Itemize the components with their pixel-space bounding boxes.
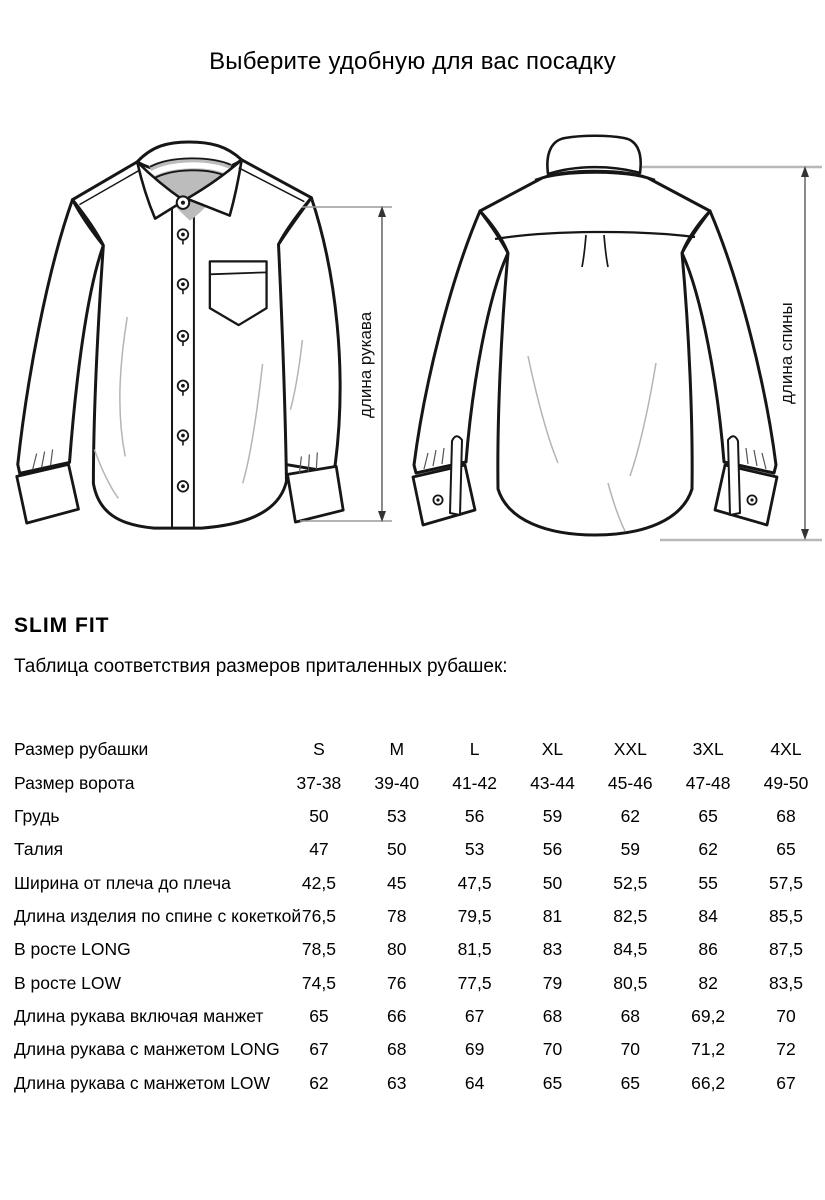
value-cell: 69 — [464, 1039, 485, 1060]
value-cell: 68 — [542, 1006, 563, 1027]
page-title: Выберите удобную для вас посадку — [209, 48, 616, 75]
value-cell: 82 — [698, 972, 718, 993]
value-cell: 65 — [309, 1006, 329, 1027]
back-collar — [547, 136, 640, 174]
back-left-sleeve — [414, 211, 508, 473]
value-cell: 59 — [542, 805, 563, 826]
value-cell: 79 — [542, 972, 563, 993]
value-cell: 68 — [387, 1039, 407, 1060]
value-cell: 74,5 — [301, 972, 336, 993]
value-cell: 82,5 — [613, 905, 648, 926]
size-cell: 4XL — [770, 739, 802, 760]
sleeve-length-label: длина рукава — [356, 311, 375, 419]
value-cell: 70 — [542, 1039, 563, 1060]
value-cell: 69,2 — [691, 1006, 726, 1027]
back-left-cuff — [413, 465, 475, 525]
table-caption: Таблица соответствия размеров приталенных рубашек: — [14, 656, 508, 677]
row-label: Длина изделия по спине с кокеткой — [14, 905, 302, 926]
value-cell: 65 — [620, 1072, 641, 1093]
value-cell: 86 — [698, 939, 718, 960]
value-cell: 76 — [387, 972, 407, 993]
table-row — [0, 967, 825, 1000]
value-cell: 55 — [698, 872, 718, 893]
table-row — [0, 933, 825, 966]
table-row — [0, 800, 825, 833]
back-length-label: длина спины — [777, 302, 796, 404]
table-row — [0, 900, 825, 933]
value-cell: 62 — [309, 1072, 329, 1093]
fit-heading: SLIM FIT — [14, 614, 110, 637]
table-row — [0, 766, 825, 799]
front-shirt-illustration — [6, 133, 346, 551]
value-cell: 62 — [620, 805, 641, 826]
value-cell: 67 — [464, 1006, 485, 1027]
row-label: В росте LONG — [14, 939, 131, 960]
value-cell: 85,5 — [768, 905, 804, 926]
size-cell: S — [313, 739, 325, 760]
front-left-cuff — [17, 464, 79, 523]
table-row — [0, 833, 825, 866]
value-cell: 50 — [387, 839, 407, 860]
value-cell: 87,5 — [768, 939, 804, 960]
value-cell: 37-38 — [296, 772, 342, 793]
value-cell: 66 — [387, 1006, 407, 1027]
row-label: Ширина от плеча до плеча — [14, 872, 231, 893]
value-cell: 78,5 — [301, 939, 336, 960]
value-cell: 65 — [698, 805, 718, 826]
sleeve-length-dimension — [296, 199, 396, 529]
row-label: Длина рукава с манжетом LONG — [14, 1039, 280, 1060]
size-cell: XXL — [613, 739, 647, 760]
value-cell: 62 — [698, 839, 718, 860]
value-cell: 68 — [620, 1006, 641, 1027]
value-cell: 52,5 — [613, 872, 648, 893]
value-cell: 50 — [309, 805, 329, 826]
value-cell: 56 — [542, 839, 563, 860]
table-row — [0, 866, 825, 899]
value-cell: 47,5 — [457, 872, 492, 893]
size-table — [0, 733, 825, 1100]
size-cell: L — [469, 739, 480, 760]
value-cell: 49-50 — [763, 772, 809, 793]
value-cell: 70 — [620, 1039, 641, 1060]
value-cell: 81 — [542, 905, 563, 926]
value-cell: 83,5 — [768, 972, 804, 993]
row-label: Талия — [14, 839, 64, 860]
value-cell: 42,5 — [301, 872, 336, 893]
value-cell: 77,5 — [457, 972, 492, 993]
row-label: Размер ворота — [14, 772, 135, 793]
value-cell: 47-48 — [685, 772, 731, 793]
value-cell: 45-46 — [607, 772, 653, 793]
value-cell: 67 — [309, 1039, 329, 1060]
value-cell: 66,2 — [691, 1072, 726, 1093]
value-cell: 81,5 — [457, 939, 492, 960]
value-cell: 80 — [387, 939, 407, 960]
row-label: Грудь — [14, 805, 60, 826]
front-left-sleeve — [18, 200, 104, 474]
value-cell: 84,5 — [613, 939, 648, 960]
value-cell: 70 — [776, 1006, 796, 1027]
value-cell: 64 — [464, 1072, 485, 1093]
value-cell: 63 — [387, 1072, 407, 1093]
table-row — [0, 1000, 825, 1033]
row-label: Размер рубашки — [14, 739, 149, 760]
value-cell: 43-44 — [530, 772, 575, 793]
value-cell: 67 — [776, 1072, 796, 1093]
value-cell: 50 — [542, 872, 563, 893]
value-cell: 65 — [542, 1072, 563, 1093]
front-collar — [137, 142, 242, 221]
value-cell: 78 — [387, 905, 407, 926]
value-cell: 79,5 — [457, 905, 492, 926]
table-row-sizes — [0, 733, 825, 766]
value-cell: 80,5 — [613, 972, 648, 993]
row-label: Длина рукава с манжетом LOW — [14, 1072, 271, 1093]
value-cell: 65 — [776, 839, 796, 860]
value-cell: 53 — [464, 839, 485, 860]
row-label: Длина рукава включая манжет — [14, 1006, 264, 1027]
value-cell: 56 — [464, 805, 485, 826]
size-cell: M — [389, 739, 405, 760]
value-cell: 41-42 — [452, 772, 497, 793]
value-cell: 47 — [309, 839, 329, 860]
table-row — [0, 1033, 825, 1066]
value-cell: 39-40 — [374, 772, 420, 793]
value-cell: 45 — [387, 872, 407, 893]
table-row — [0, 1067, 825, 1100]
value-cell: 83 — [542, 939, 563, 960]
size-cell: XL — [541, 739, 564, 760]
size-cell: 3XL — [692, 739, 724, 760]
value-cell: 57,5 — [768, 872, 804, 893]
value-cell: 53 — [387, 805, 407, 826]
value-cell: 84 — [698, 905, 718, 926]
value-cell: 71,2 — [691, 1039, 726, 1060]
row-label: В росте LOW — [14, 972, 122, 993]
value-cell: 76,5 — [301, 905, 336, 926]
value-cell: 68 — [776, 805, 796, 826]
value-cell: 59 — [620, 839, 641, 860]
value-cell: 72 — [776, 1039, 796, 1060]
